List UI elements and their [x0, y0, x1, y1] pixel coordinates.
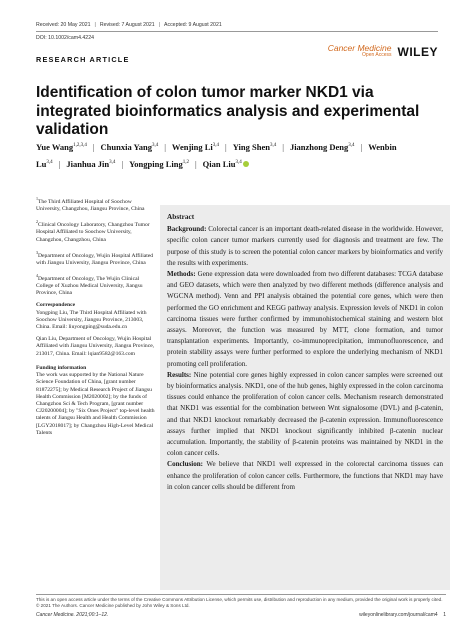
abstract-section: [167, 459, 443, 493]
cancer-medicine-logo-text: Cancer Medicine: [327, 43, 392, 53]
author-name[interactable]: Ying Shen: [232, 141, 270, 152]
correspondence-entry: Qian Liu, Department of Oncology, Wujin Hospital Affiliated with Jiangsu University, Jiangsu Province, 213017, China. Email: lqian9582@163.com: [36, 336, 155, 357]
page-footer: [36, 612, 446, 618]
author-name[interactable]: Yongping Ling: [129, 158, 183, 169]
author-affiliation-marker: 3,4: [212, 143, 220, 148]
wiley-logo[interactable]: WILEY: [397, 44, 438, 59]
abstract-section-label: Background:: [167, 225, 207, 234]
journal-url[interactable]: wileyonlinelibrary.com/journal/cam4: [359, 612, 438, 618]
funding-text: The work was supported by the National Nature Science Foundation of China, [grant number 81872275]; by Medical Research Project of Jiangsu Health Commission [M2020002]; by the funds of Changzhou Sci & Tech Program, [grant number CJ20200004]; by "Six Ones Project" top-level health talents of Jiangsu Health and Health Commission [LGY2018017]; by Changzhou High-Level Medical Talents: [36, 372, 155, 436]
correspondence-entry: Yongping Liu, The Third Hospital Affiliated with Soochow University, Jiangsu Province, 213003, China. Email: liuyongping@suda.edu.cn: [36, 309, 147, 331]
abstract-body: [167, 224, 443, 493]
author-name[interactable]: Qian Liu: [202, 158, 236, 169]
author-affiliation-marker: 3,4: [235, 159, 242, 165]
orcid-icon[interactable]: [243, 161, 249, 167]
author-separator: |: [360, 141, 363, 152]
author-list: [36, 138, 446, 172]
article-type: RESEARCH ARTICLE: [36, 55, 130, 64]
abstract-section-text: Nine potential core genes highly expressed in colon cancer samples were screened out by bioinformatics analysis. NKD1, one of the hub genes, highly expressed in the colon carcinoma tissues could enhance the proliferation of colon cancer cells. Mechanism research demonstrated that NKD1 was essential for the combination between Wnt signalosome (DVL) and β-catenin, and that NKD1 knockout remarkably decreased the β-catenin expression. Immunofluorescence assays further implied that NKD1 knockout significantly inhibited β-catenin nuclear accumulation. Importantly, the stability of β-catenin proteins was maintained by NKD1 in the colon cancer cells.: [167, 370, 443, 458]
author-separator: |: [92, 141, 95, 152]
abstract-section: [167, 370, 443, 460]
abstract-section-label: Methods:: [167, 270, 196, 279]
affiliation-marker: 3: [36, 249, 38, 255]
accepted-date: Accepted: 9 August 2021: [164, 22, 222, 28]
affiliation: [36, 272, 156, 297]
author-affiliation-marker: 3,4: [151, 143, 159, 148]
license-text: This is an open access article under the terms of the Creative Commons Attribution License, which permits use, distribution and reproduction in any medium, provided the original work is properly cited.: [36, 597, 443, 602]
received-date: Received: 20 May 2021: [36, 22, 91, 28]
affiliations: [36, 195, 156, 297]
author-separator: |: [164, 141, 166, 152]
affiliation-marker: 1: [36, 196, 38, 201]
header-rule: [36, 31, 438, 32]
affiliation: [36, 195, 156, 213]
affiliation-text: Department of Oncology, The Wujin Clinical College of Xuzhou Medical University, Jiangsu Province, China: [36, 275, 143, 297]
abstract-box: [160, 205, 450, 590]
open-access-label: Open Access: [362, 51, 392, 58]
abstract-heading: Abstract: [167, 212, 195, 221]
correspondence-heading: Correspondence: [36, 302, 76, 309]
author-name[interactable]: Wenbin Lu: [36, 141, 397, 169]
author-affiliation-marker: 1,2,3,4: [73, 143, 87, 148]
abstract-section: [167, 224, 443, 269]
author-separator: |: [58, 158, 61, 169]
doi[interactable]: DOI: 10.1002/cam4.4224: [36, 35, 94, 41]
author-name[interactable]: Wenjing Li: [171, 141, 213, 152]
author-affiliation-marker: 3,4: [348, 143, 355, 148]
affiliation-text: Clinical Oncology Laboratory, Changzhou Tumor Hospital Affiliated to Soochow University, Changzhou, Changzhou, China: [36, 222, 150, 243]
revised-date: Revised: 7 August 2021: [99, 22, 155, 28]
article-history: Received: 20 May 2021 | Revised: 7 August 2021 | Accepted: 9 August 2021: [36, 22, 222, 28]
author-separator: |: [194, 158, 197, 169]
affiliation: [36, 249, 156, 267]
page-number: 1: [443, 612, 446, 618]
author-name[interactable]: Yue Wang: [36, 141, 74, 152]
author-name[interactable]: Jianzhong Deng: [289, 141, 349, 152]
author-separator: |: [121, 158, 124, 169]
affiliation-marker: 4: [36, 273, 38, 278]
abstract-section-label: Conclusion:: [167, 460, 204, 469]
journal-reference: Cancer Medicine. 2021;00:1–12.: [36, 612, 109, 618]
left-sidebar: [36, 195, 156, 437]
affiliation-marker: 2: [36, 219, 38, 225]
funding-heading: Funding information: [36, 364, 87, 371]
author-separator: |: [225, 141, 227, 152]
affiliation-text: The Third Affiliated Hospital of Soochow University, Changzhou, Jiangsu Province, China: [36, 198, 145, 213]
author-affiliation-marker: 3,4: [46, 159, 53, 165]
abstract-section: [167, 269, 443, 370]
author-affiliation-marker: 3,4: [109, 159, 116, 165]
author-affiliation-marker: 3,4: [269, 143, 277, 148]
abstract-section-text: Colorectal cancer is an important death-related disease in the worldwide. However, specific colon cancer tumor markers currently used for diagnosis and treatment are few. The purpose of this study is to screen the potential colon cancer markers by bioinformatics and verify the results with experiments.: [167, 225, 443, 267]
footer-right: [359, 612, 446, 618]
correspondence: [36, 302, 156, 357]
author-name[interactable]: Jianhua Jin: [66, 158, 110, 169]
abstract-section-label: Results:: [167, 370, 192, 379]
affiliation-text: Department of Oncology, Wujin Hospital Affiliated with Jiangsu University, Jiangsu Province, China: [36, 252, 154, 266]
affiliation: [36, 218, 156, 243]
journal-logos: [328, 44, 438, 58]
abstract-section-text: Gene expression data were downloaded from two different databases: TCGA database and GEO datasets, which were then analyzed by two different methods (difference analysis and WGCNA method). Venn and PPI analysis obtained the potential core genes, which were then performed the GO enrichment and KEGG pathway analysis. Expression levels of NKD1 in colon carcinoma tissues were further confirmed by immunohistochemical staining and western blot assays. Moreover, the function was measured by MTT, clone formation, and tumor transplantation experiments. Importantly, co-immunoprecipitation, immunofluorescence, and protein stability assays were further performed to explore the underlying mechanism of NKD1 promoting cell proliferation.: [167, 270, 443, 368]
author-separator: |: [282, 141, 284, 152]
copyright-text: © 2021 The Authors. Cancer Medicine published by John Wiley & Sons Ltd.: [36, 603, 190, 609]
cancer-medicine-logo[interactable]: [328, 44, 392, 58]
license-footnote: [36, 594, 446, 609]
author-name[interactable]: Chunxia Yang: [100, 141, 152, 152]
article-title: Identification of colon tumor marker NKD1 via integrated bioinformatics analysis and experimental validation: [36, 84, 420, 138]
abstract-section-text: We believe that NKD1 well expressed in the colorectal carcinoma tissues can enhance the proliferation of colon cancer cells. Furthermore, the functions that NKD1 may have in colon cancer cells should be different from: [167, 460, 443, 491]
funding: [36, 365, 156, 437]
author-affiliation-marker: 1,2: [182, 159, 189, 165]
